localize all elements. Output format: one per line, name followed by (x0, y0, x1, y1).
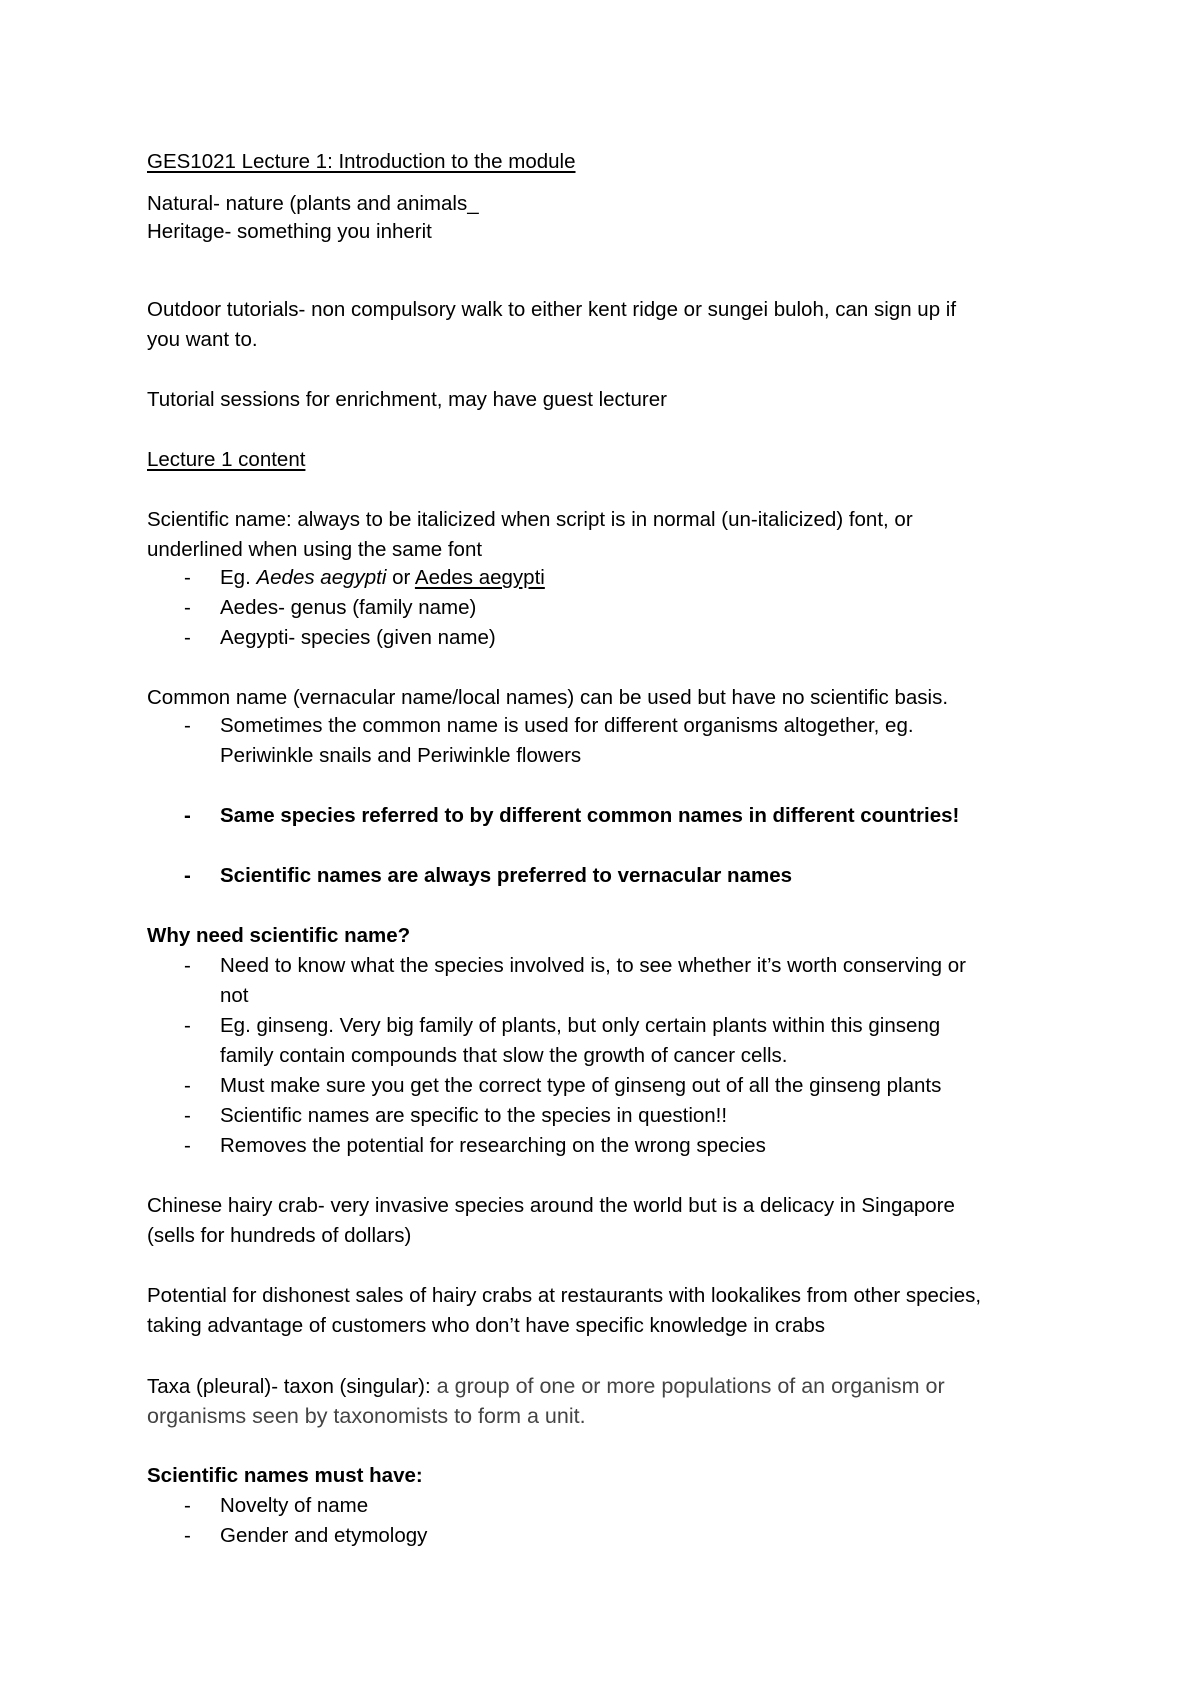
common-name-intro: Common name (vernacular name/local names) can be used but have no scientific basis. (147, 686, 949, 709)
must-bullet-1: Novelty of name (220, 1494, 369, 1517)
page-title: GES1021 Lecture 1: Introduction to the module (147, 150, 576, 173)
sci-example-italic: Aedes aegypti (256, 566, 387, 589)
sci-example-prefix: Eg. (220, 566, 257, 589)
bullet-dash: - (184, 954, 191, 977)
taxa-line-1 (147, 1372, 945, 1400)
why-bullet-5: Removes the potential for researching on the wrong species (220, 1134, 766, 1157)
sci-example-middle: or (386, 566, 415, 589)
bullet-dash: - (184, 566, 191, 589)
why-bullet-2-line-2: family contain compounds that slow the growth of cancer cells. (220, 1044, 788, 1067)
why-bullet-1-line-2: not (220, 984, 249, 1007)
section-heading: Lecture 1 content (147, 448, 306, 471)
sci-name-line-1: Scientific name: always to be italicized when script is in normal (un-italicized) font, or (147, 508, 913, 531)
sci-bullet-genus: Aedes- genus (family name) (220, 596, 477, 619)
must-heading: Scientific names must have: (147, 1464, 423, 1487)
bullet-dash: - (184, 1074, 191, 1097)
bullet-dash: - (184, 714, 191, 737)
common-bullet-1-line-2: Periwinkle snails and Periwinkle flowers (220, 744, 582, 767)
bullet-dash: - (184, 804, 191, 827)
outdoor-line-2: you want to. (147, 328, 258, 351)
why-heading: Why need scientific name? (147, 924, 411, 947)
common-bullet-1-line-1: Sometimes the common name is used for different organisms altogether, eg. (220, 714, 914, 737)
taxa-definition-2: organisms seen by taxonomists to form a unit. (147, 1404, 586, 1428)
dishonest-line-1: Potential for dishonest sales of hairy crabs at restaurants with lookalikes from other species, (147, 1284, 982, 1307)
bullet-dash: - (184, 1494, 191, 1517)
taxa-term: Taxa (pleural)- taxon (singular): (147, 1375, 431, 1398)
common-bullet-3: Scientific names are always preferred to vernacular names (220, 864, 792, 887)
dishonest-line-2: taking advantage of customers who don’t have specific knowledge in crabs (147, 1314, 826, 1337)
heritage-line: Heritage- something you inherit (147, 220, 432, 243)
tutorial-line: Tutorial sessions for enrichment, may have guest lecturer (147, 388, 667, 411)
why-bullet-4: Scientific names are specific to the species in question!! (220, 1104, 728, 1127)
crab-line-2: (sells for hundreds of dollars) (147, 1224, 412, 1247)
must-bullet-2: Gender and etymology (220, 1524, 428, 1547)
outdoor-line-1: Outdoor tutorials- non compulsory walk to either kent ridge or sungei buloh, can sign up if (147, 298, 957, 321)
bullet-dash: - (184, 1134, 191, 1157)
why-bullet-3: Must make sure you get the correct type of ginseng out of all the ginseng plants (220, 1074, 942, 1097)
sci-example (220, 564, 545, 592)
bullet-dash: - (184, 596, 191, 619)
bullet-dash: - (184, 1014, 191, 1037)
sci-bullet-species: Aegypti- species (given name) (220, 626, 496, 649)
sci-name-line-2: underlined when using the same font (147, 538, 483, 561)
natural-line: Natural- nature (plants and animals_ (147, 192, 479, 215)
crab-line-1: Chinese hairy crab- very invasive species around the world but is a delicacy in Singapore (147, 1194, 955, 1217)
why-bullet-2-line-1: Eg. ginseng. Very big family of plants, but only certain plants within this ginseng (220, 1014, 941, 1037)
why-bullet-1-line-1: Need to know what the species involved is, to see whether it’s worth conserving or (220, 954, 966, 977)
taxa-definition-1: a group of one or more populations of an organism or (430, 1374, 945, 1398)
bullet-dash: - (184, 1104, 191, 1127)
sci-example-underlined: Aedes aegypti (414, 566, 545, 589)
bullet-dash: - (184, 864, 191, 887)
bullet-dash: - (184, 1524, 191, 1547)
bullet-dash: - (184, 626, 191, 649)
common-bullet-2: Same species referred to by different common names in different countries! (220, 804, 960, 827)
